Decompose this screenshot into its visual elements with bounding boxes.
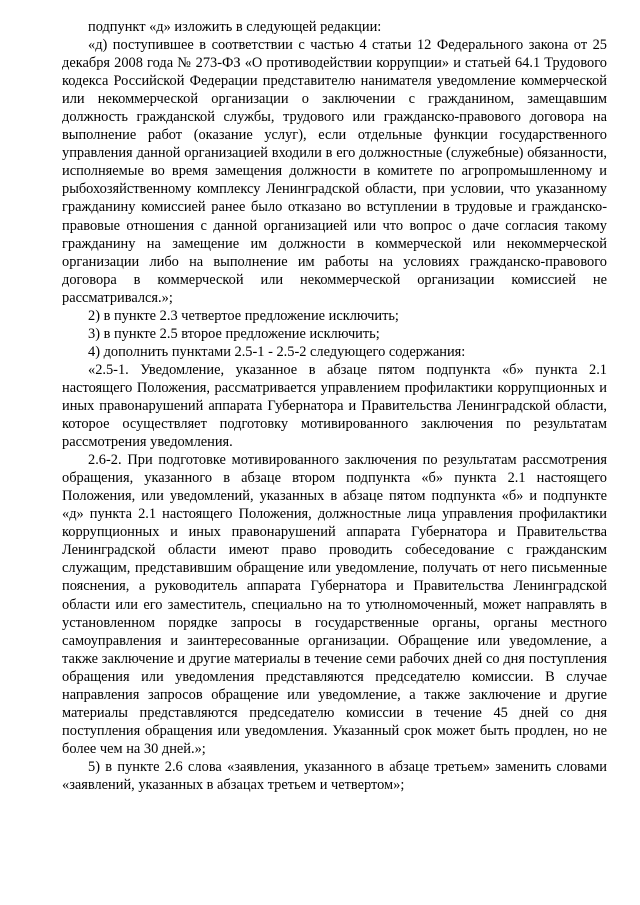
item-2: 2) в пункте 2.3 четвертое предложение исключить; [88, 307, 399, 324]
intro-line: подпункт «д» изложить в следующей редакции: [88, 19, 382, 35]
item-5: 5) в пункте 2.6 слова «заявления, указанного в абзаце третьем» заменить словами «заявлений, указанных в абзацах третьем и четвертом»; [62, 758, 607, 793]
subparagraph-d-text: «д) поступившее в соответствии с частью 4 статьи 12 Федерального закона от 25 декабря 2008 года № 273-ФЗ «О противодействии коррупции» и статьей 64.1 Трудового кодекса Российской Федерации представителю нанимателя уведомление коммерческой или некоммерческой организации о заключении с гражданином, замещавшим должность гражданской службы, трудового или гражданско-правового договора на выполнение работ (оказание услуг), если отдельные функции государственного управления данной организацией входили в его должностные (служебные) обязанности, исполняемые во время замещения должности в комитете по агропромышленному и рыбохозяйственному комплексу Ленинградской области, при условии, что указанному гражданину комиссией ранее было отказано во вступлении в трудовые и гражданско-правовые отношения с данной организацией или что вопрос о даче согласия такому гражданину на замещение им должности в коммерческой или некоммерческой организации либо на выполнение им работы на условиях гражданско-правового договора в коммерческой или некоммерческой организации комиссией не рассматривался.»; [62, 37, 607, 306]
clause-2-5-1: «2.5-1. Уведомление, указанное в абзаце пятом подпункта «б» пункта 2.1 настоящего Положения, рассматривается управлением профилактики коррупционных и иных правонарушений аппарата Губернатора и Правительства Ленинградской области, которое осуществляет подготовку мотивированного заключения по результатам рассмотрения уведомления. [62, 361, 607, 451]
clause-2-6-2: 2.6-2. При подготовке мотивированного заключения по результатам рассмотрения обращения, указанного в абзаце втором подпункта «б» пункта 2.1 настоящего Положения, или уведомлений, указанных в абзаце пятом подпункта «б» и подпункте «д» пункта 2.1 настоящего Положения, должностные лица управления профилактики коррупционных и иных правонарушений аппарата Губернатора и Правительства Ленинградской области имеют право проводить собеседование с гражданским служащим, представившим обращение или уведомление, получать от него письменные пояснения, а руководитель аппарата Губернатора и Правительства Ленинградской области или его заместитель, специально на то утюлномоченный, может направлять в установленном порядке запросы в государственные органы, органы местного самоуправления и заинтересованные организации. Обращение или уведомление, а также заключение и другие материалы в течение семи рабочих дней со дня поступления обращения или уведомления представляются председателю комиссии. В случае направления запросов обращение или уведомление, а также заключение и другие материалы представляются председателю комиссии в течение 45 дней со дня поступления обращения или уведомления. Указанный срок может быть продлен, но не более чем на 30 дней.»; [62, 452, 607, 757]
item-3: 3) в пункте 2.5 второе предложение исключить; [88, 325, 380, 342]
item-4: 4) дополнить пунктами 2.5-1 - 2.5-2 следующего содержания: [88, 343, 466, 360]
